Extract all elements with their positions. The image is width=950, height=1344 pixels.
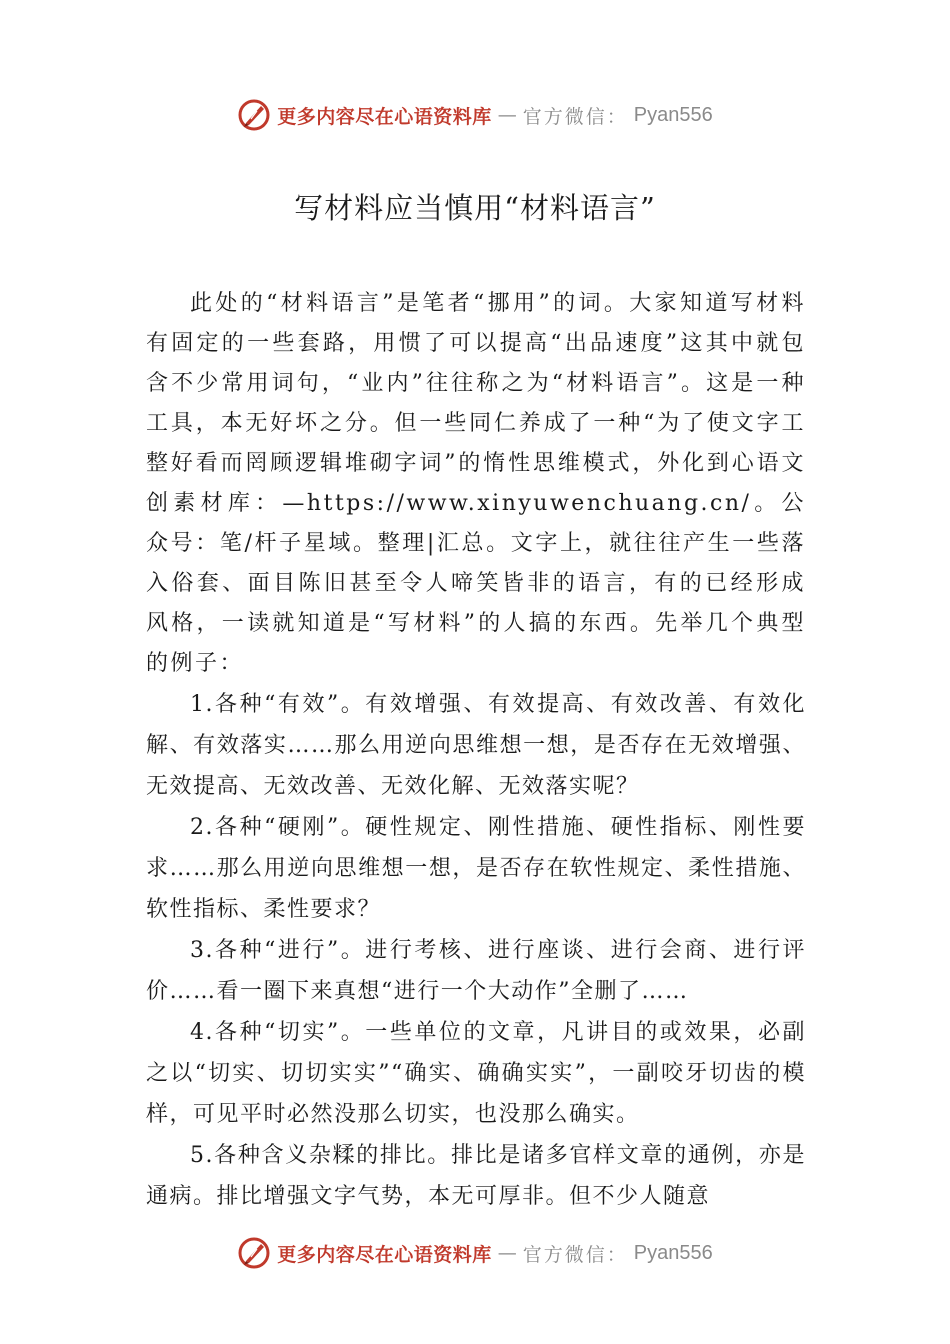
list-item-proceed: 3.各种“进行”。进行考核、进行座谈、进行会商、进行评价……看一圈下来真想“进行一个大动作”全删了…… [146,938,806,1004]
watermark-wechat-id: Pyan556 [633,1241,713,1264]
list-item-earnest: 4.各种“切实”。一些单位的文章，凡讲目的或效果，必副 之以“切实、切切实实”“确实、确确实实”，一副咬牙切齿的模样，可见平时必然没那么切实，也没那么确实。 [146,1020,806,1127]
list-item-parallelism: 5.各种含义杂糅的排比。排比是诸多官样文章的通例，亦是通病。排比增强文字气势，本无可厚非。但不少人随意 [146,1143,806,1209]
document-title: 写材料应当慎用“材料语言” [294,191,656,225]
header-watermark [0,95,950,135]
watermark-official-label: 官方微信： [522,105,628,128]
watermark-wechat-id: Pyan556 [633,103,713,126]
quill-pen-logo-icon [237,1236,271,1270]
quill-pen-logo-icon [237,98,271,132]
list-item-rigid: 2.各种“硬刚”。硬性规定、刚性措施、硬性指标、刚性要求……那么用逆向思维想一想，是否存在软性规定、柔性措施、软性指标、柔性要求？ [146,815,806,922]
footer-watermark [0,1233,950,1273]
watermark-dash: — [497,104,517,126]
intro-paragraph: 此处的“材料语言”是笔者“挪用”的词。大家知道写材料有固定的一些套路，用惯了可以提高“出品速度”这其中就包含不少常用词句，“业内”往往称之为“材料语言”。这是一种工具，本无好坏之分。但一些同仁养成了一种“为了使文字工整好看而罔顾逻辑堆砌字词”的惰性思维模式，外化到心语文创素材库：—https://www.xinyuwenchuang.cn/。公众号：笔/杆子星域。整理|汇总。文字上，就往往产生一些落入俗套、面目陈旧甚至令人啼笑皆非的语言，有的已经形成风格，一读就知道是“写材料”的人搞的东西。先举几个典型的例子： [146,291,806,676]
document-body [146,284,806,1217]
watermark-dash: — [497,1242,517,1264]
watermark-brand: 更多内容尽在心语资料库 [277,1243,492,1266]
list-item-effective: 1.各种“有效”。有效增强、有效提高、有效改善、有效化解、有效落实……那么用逆向思维想一想，是否存在无效增强、无效提高、无效改善、无效化解、无效落实呢？ [146,692,806,799]
watermark-official-label: 官方微信： [522,1243,628,1266]
watermark-brand: 更多内容尽在心语资料库 [277,105,492,128]
